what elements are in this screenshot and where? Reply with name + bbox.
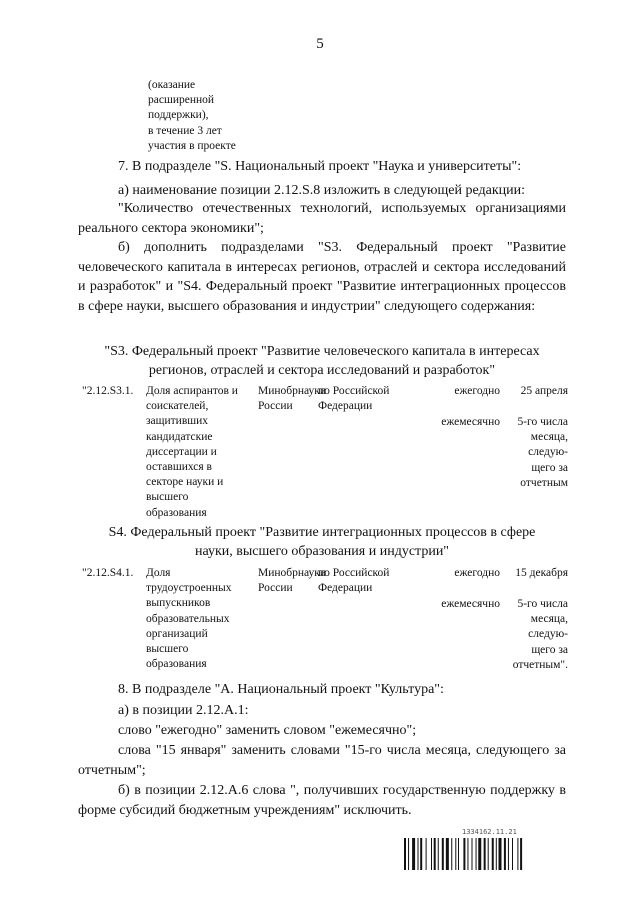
item7-heading: 7. В подразделе "S. Национальный проект "Наука и университеты": [118, 159, 522, 174]
continuation-line: в течение 3 лет [148, 124, 222, 137]
s3-name-line: диссертации и [146, 445, 217, 458]
s3-due-line: месяца, [530, 431, 568, 444]
s4-row-region [318, 566, 408, 596]
s3-region-line: Федерации [318, 400, 373, 413]
s4-due-line: следую- [528, 628, 568, 641]
s4-name-line: трудоустроенных [146, 582, 232, 595]
s3-name-line: секторе науки и [146, 476, 224, 489]
s3-row-due-monthly [500, 415, 568, 491]
s4-row-period-annual: ежегодно [454, 567, 500, 579]
s3-due-line: отчетным [520, 476, 568, 489]
s3-name-line: кандидатские [146, 430, 213, 443]
s3-name-line: Доля аспирантов и [146, 385, 238, 397]
s3-row-name [146, 384, 258, 521]
s3-region-line: по Российской [318, 385, 390, 397]
section-s4-title-line1: S4. Федеральный проект "Развитие интеграционных процессов в сфере [108, 525, 536, 540]
section-s3-title-line1: "S3. Федеральный проект "Развитие человеческого капитала в интересах [104, 344, 540, 359]
item8-heading: 8. В подразделе "А. Национальный проект "Культура": [118, 682, 444, 697]
continuation-line: (оказание [148, 79, 196, 91]
continuation-cell [148, 78, 308, 154]
s3-row-code: "2.12.S3.1. [82, 385, 134, 397]
s3-name-line: оставшихся в [146, 461, 212, 474]
s3-ministry-line: России [258, 400, 293, 413]
barcode-number: 1334162.11.21 [462, 828, 517, 836]
continuation-line: поддержки), [148, 109, 209, 122]
item7-a: а) наименование позиции 2.12.S.8 изложить в следующей редакции: [118, 183, 526, 198]
s4-name-line: Доля [146, 567, 171, 579]
s3-name-line: соискателей, [146, 400, 209, 413]
s4-row-code: "2.12.S4.1. [82, 567, 134, 579]
s4-ministry-line: Минобрнауки [258, 567, 327, 579]
section-s4-title-line2: науки, высшего образования и индустрии" [194, 544, 450, 560]
s3-name-line: образования [146, 506, 207, 519]
s3-row-ministry [258, 384, 327, 414]
s4-row-ministry [258, 566, 327, 596]
s3-ministry-line: Минобрнауки [258, 385, 327, 397]
section-s3-title-line2: регионов, отраслей и сектора исследований и разработок" [148, 363, 496, 379]
barcode [404, 838, 566, 870]
s4-name-line: высшего [146, 643, 189, 656]
page-number: 5 [316, 36, 324, 52]
item8-a1: слово "ежегодно" заменить словом "ежемесячно"; [118, 723, 417, 738]
s3-name-line: защитивших [146, 415, 209, 428]
s4-row-name [146, 566, 258, 672]
continuation-line: участия в проекте [148, 139, 236, 152]
s4-region-line: Федерации [318, 582, 373, 595]
s4-row-due-annual: 15 декабря [515, 567, 568, 579]
s4-due-line: месяца, [530, 613, 568, 626]
s4-due-line: 5-го числа [517, 598, 568, 610]
s3-name-line: высшего [146, 491, 189, 504]
s3-due-line: 5-го числа [517, 416, 568, 428]
s4-due-line: отчетным". [512, 658, 568, 671]
s3-due-line: щего за [531, 461, 568, 474]
continuation-line: расширенной [148, 94, 215, 107]
item7-quote: "Количество отечественных технологий, используемых организациями реального сектора экономики"; [78, 201, 566, 236]
s4-region-line: по Российской [318, 567, 390, 579]
section-s3-title [78, 342, 566, 381]
s4-row-period-monthly: ежемесячно [441, 598, 500, 610]
s4-ministry-line: России [258, 582, 293, 595]
section-s4-title [78, 523, 566, 562]
s3-due-line: следую- [528, 446, 568, 459]
s4-row-due-monthly [500, 597, 568, 673]
item7-b: б) дополнить подразделами "S3. Федеральный проект "Развитие человеческого капитала в интересах регионов, отраслей и сектора исследований и разработок" и "S4. Федеральный проект "Развитие интеграционных процессов в сфере науки, высшего образования и индустрии" следующего содержания: [78, 240, 566, 314]
s3-row-period-monthly: ежемесячно [441, 416, 500, 428]
item8-a2: слова "15 января" заменить словами "15-го числа месяца, следующего за отчетным"; [78, 743, 566, 778]
s3-row-due-annual: 25 апреля [520, 385, 568, 397]
item8-b: б) в позиции 2.12.А.6 слова ", получивших государственную поддержку в форме субсидий бюджетным учреждениям" исключить. [78, 783, 566, 818]
s4-name-line: организаций [146, 627, 208, 640]
s3-row-region [318, 384, 408, 414]
s4-name-line: образовательных [146, 612, 230, 625]
s4-name-line: образования [146, 658, 207, 671]
s3-row-period-annual: ежегодно [454, 385, 500, 397]
item8-a: а) в позиции 2.12.А.1: [118, 703, 249, 718]
s4-due-line: щего за [531, 643, 568, 656]
s4-name-line: выпускников [146, 597, 211, 610]
